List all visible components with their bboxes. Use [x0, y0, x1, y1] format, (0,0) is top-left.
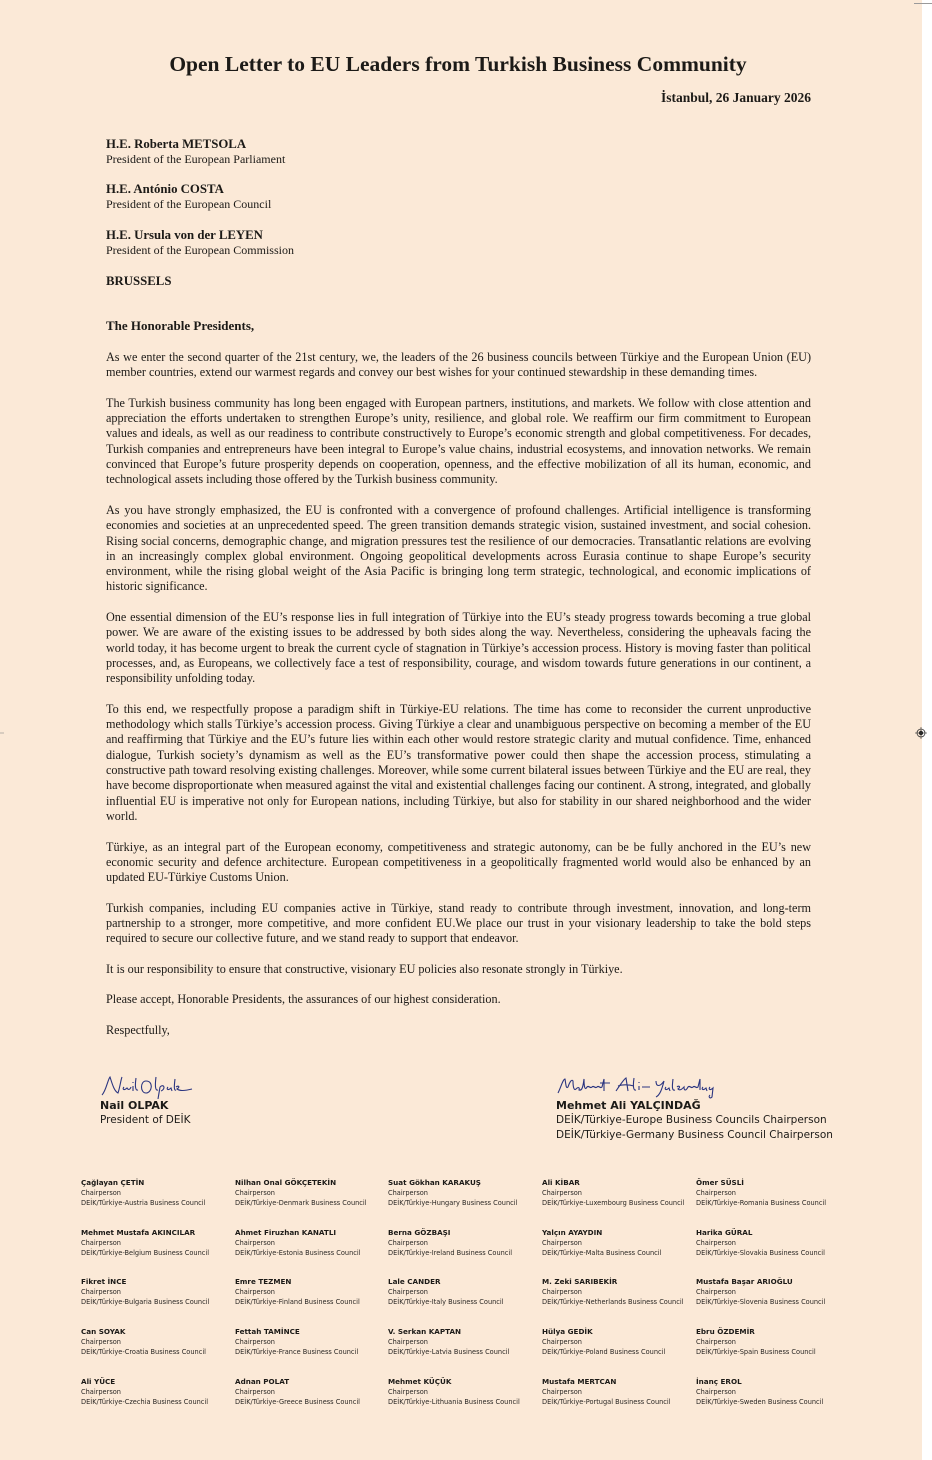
chairperson-entry [542, 1277, 696, 1327]
chairperson-role: Chairperson [235, 1288, 275, 1297]
chairperson-role: Chairperson [235, 1387, 275, 1396]
salutation: The Honorable Presidents, [106, 318, 255, 333]
business-council: DEİK/Türkiye-Estonia Business Council [235, 1248, 361, 1257]
chairperson-entry [696, 1228, 850, 1278]
chairperson-name: Mehmet Mustafa AKINCILAR [81, 1227, 196, 1237]
chairperson-role: Chairperson [542, 1338, 582, 1347]
chairperson-entry [81, 1377, 235, 1427]
chairperson-role: Chairperson [696, 1238, 736, 1247]
chairperson-role: Chairperson [542, 1238, 582, 1247]
chairperson-role: Chairperson [81, 1238, 121, 1247]
chairperson-role: Chairperson [81, 1288, 121, 1297]
addressee-title: President of the European Council [106, 197, 272, 211]
chairperson-name: Fettah TAMİNCE [235, 1327, 300, 1337]
chairperson-role: Chairperson [542, 1387, 582, 1396]
chairperson-role: Chairperson [388, 1238, 428, 1247]
addressee-name: H.E. António COSTA [106, 182, 224, 196]
chairperson-entry [388, 1377, 542, 1427]
body-paragraph: Türkiye, as an integral part of the European economy, competitiveness and strategic autonomy, can be be fully anchored in the EU’s new economic security and defence architecture. European competitiveness in a geopolitically fragmented world would also be enhanced by an updated EU-Türkiye Customs Union. [106, 839, 811, 885]
business-council: DEİK/Türkiye-Malta Business Council [542, 1248, 662, 1257]
chairperson-name: Hülya GEDİK [542, 1327, 593, 1337]
chairperson-role: Chairperson [542, 1288, 582, 1297]
chairperson-role: Chairperson [235, 1238, 275, 1247]
business-council: DEİK/Türkiye-Lithuania Business Council [388, 1397, 520, 1406]
handwritten-signature [556, 1073, 726, 1099]
chairperson-name: Ali YÜCE [81, 1376, 116, 1386]
chairperson-column [542, 1178, 696, 1426]
addressee-title: President of the European Parliament [106, 152, 286, 166]
signatory-block [100, 1073, 200, 1128]
business-council: DEİK/Türkiye-Croatia Business Council [81, 1348, 206, 1357]
business-council: DEİK/Türkiye-Bulgaria Business Council [81, 1298, 210, 1307]
body-paragraph: It is our responsibility to ensure that constructive, visionary EU policies also resonate strongly in Türkiye. [106, 961, 623, 976]
chairperson-role: Chairperson [388, 1189, 428, 1197]
chairperson-name: Mustafa MERTCAN [542, 1376, 617, 1386]
signatory-name: Mehmet Ali YALÇINDAĞ [556, 1099, 701, 1112]
chairperson-role: Chairperson [696, 1189, 736, 1197]
chairperson-name: Ömer SÜSLİ [696, 1178, 744, 1187]
chairperson-name: Fikret İNCE [81, 1277, 127, 1287]
chairperson-name: Berna GÖZBAŞI [388, 1227, 451, 1237]
business-council: DEİK/Türkiye-Luxembourg Business Council [542, 1199, 685, 1207]
signatory-title: DEİK/Türkiye-Europe Business Councils Chairperson [556, 1114, 827, 1126]
chairperson-entry [542, 1228, 696, 1278]
business-council: DEİK/Türkiye-Finland Business Council [235, 1298, 360, 1307]
body-paragraph: As we enter the second quarter of the 21st century, we, the leaders of the 26 business councils between Türkiye and the European Union (EU) member countries, extend our warmest regards and convey our best wishes for your continued stewardship in these demanding times. [106, 350, 811, 380]
addressee-block [106, 137, 285, 167]
chairperson-column [696, 1178, 850, 1426]
chairperson-entry [696, 1327, 850, 1377]
chairperson-entry [81, 1228, 235, 1278]
addressee-city: BRUSSELS [106, 274, 172, 288]
chairperson-name: Can SOYAK [81, 1327, 126, 1337]
chairperson-entry [388, 1178, 542, 1228]
chairperson-role: Chairperson [235, 1189, 275, 1197]
chairperson-role: Chairperson [81, 1189, 121, 1197]
signatory-title: DEİK/Türkiye-Germany Business Council Chairperson [556, 1129, 833, 1141]
chairperson-name: Lale CANDER [388, 1277, 441, 1287]
body-paragraph: One essential dimension of the EU’s response lies in full integration of Türkiye into the EU’s steady progress towards becoming a true global power. We are aware of the existing issues to be addressed by both sides along the way. Nevertheless, considering the upheavals facing the world today, it has become urgent to break the current cycle of stagnation in Türkiye’s accession process. History is moving faster than political processes, and, as Europeans, we collectively face a test of responsibility, courage, and wisdom towards future generations in our continent, a responsibility unfolding today. [106, 610, 811, 686]
business-council: DEİK/Türkiye-Netherlands Business Council [542, 1298, 684, 1307]
registration-mark-icon [0, 727, 4, 739]
addressee-block [106, 182, 271, 212]
chairperson-entry [696, 1178, 850, 1228]
business-council: DEİK/Türkiye-Denmark Business Council [235, 1199, 367, 1207]
chairperson-name: Harika GÜRAL [696, 1227, 753, 1237]
business-council: DEİK/Türkiye-Austria Business Council [81, 1199, 206, 1207]
chairperson-name: Ahmet Firuzhan KANATLI [235, 1227, 337, 1237]
business-council: DEİK/Türkiye-Czechia Business Council [81, 1397, 209, 1406]
signatory-block [556, 1073, 833, 1143]
chairperson-column [81, 1178, 235, 1426]
chairperson-role: Chairperson [388, 1338, 428, 1347]
chairperson-role: Chairperson [81, 1338, 121, 1347]
business-council: DEİK/Türkiye-Spain Business Council [696, 1348, 816, 1357]
chairperson-role: Chairperson [696, 1387, 736, 1396]
business-council: DEİK/Türkiye-Slovakia Business Council [696, 1248, 825, 1257]
letter-title: Open Letter to EU Leaders from Turkish Business Community [169, 52, 747, 76]
chairperson-entry [235, 1327, 389, 1377]
handwritten-signature [100, 1073, 200, 1099]
signatory-name: Nail OLPAK [100, 1099, 169, 1112]
chairperson-entry [81, 1178, 235, 1228]
addressee-title: President of the European Commission [106, 243, 294, 257]
chairperson-entry [388, 1327, 542, 1377]
place-date: İstanbul, 26 January 2026 [660, 90, 811, 105]
chairperson-entry [388, 1228, 542, 1278]
chairperson-entry [542, 1327, 696, 1377]
chairperson-name: V. Serkan KAPTAN [388, 1327, 462, 1337]
registration-mark-icon [915, 727, 927, 739]
addressee-block [106, 228, 294, 258]
business-council: DEİK/Türkiye-Latvia Business Council [388, 1348, 510, 1357]
chairperson-entry [235, 1178, 389, 1228]
business-council: DEİK/Türkiye-Poland Business Council [542, 1348, 666, 1357]
body-paragraph: The Turkish business community has long been engaged with European partners, institutions, and markets. We follow with close attention and appreciation the efforts undertaken to strengthen Europe’s unity, resilience, and global role. We reaffirm our firm commitment to European values and ideals, as well as our readiness to contribute constructively to Europe’s economic strength and global competitiveness. For decades, Turkish companies and entrepreneurs have been integral to Europe’s value chains, industrial ecosystems, and innovation networks. We remain convinced that Europe’s future prosperity depends on cooperation, openness, and the effective mobilization of all its human, economic, and technological assets including those offered by the Turkish business community. [106, 395, 811, 487]
addressee-name: H.E. Roberta METSOLA [106, 137, 247, 151]
chairperson-role: Chairperson [388, 1288, 428, 1297]
addressee-name: H.E. Ursula von der LEYEN [106, 228, 263, 242]
chairperson-column [235, 1178, 389, 1426]
business-council: DEİK/Türkiye-Ireland Business Council [388, 1248, 513, 1257]
body-paragraph: Please accept, Honorable Presidents, the assurances of our highest consideration. [106, 992, 501, 1007]
chairperson-entry [696, 1377, 850, 1427]
body-paragraph: Turkish companies, including EU companies active in Türkiye, stand ready to contribute through investment, innovation, and long-term partnership to a stronger, more competitive, and more confident EU.We place our trust in your visionary leadership to take the bold steps required to secure our collective future, and we stand ready to support that endeavor. [106, 900, 811, 946]
chairperson-name: Mehmet KÜÇÜK [388, 1376, 452, 1386]
chairperson-entry [696, 1277, 850, 1327]
chairperson-entry [235, 1277, 389, 1327]
chairperson-role: Chairperson [696, 1288, 736, 1297]
body-paragraph: As you have strongly emphasized, the EU is confronted with a convergence of profound challenges. Artificial intelligence is transforming economies and societies at an unprecedented speed. The green transition demands strategic vision, sustained investment, and social cohesion. Rising social concerns, demographic change, and migration pressures test the resilience of our democracies. Transatlantic relations are evolving in an increasingly complex global environment. Ongoing geopolitical developments across Eurasia continue to shape Europe’s security environment, while the rising global weight of the Asia Pacific is bringing long term strategic, technological, and economic implications of historic significance. [106, 502, 811, 594]
chairperson-name: Suat Gökhan KARAKUŞ [388, 1178, 481, 1187]
body-paragraph: To this end, we respectfully propose a paradigm shift in Türkiye-EU relations. The time has come to reconsider the current unproductive methodology which stalls Türkiye’s accession process. Giving Türkiye a clear and unambiguous perspective on becoming a member of the EU and reaffirming that Türkiye and the EU’s future lies within each other would restore strategic clarity and mutual confidence. Time, enhanced dialogue, Turkish society’s dynamism as well as the EU’s transformative power could then shape the accession process, stimulating a constructive path toward resolving existing challenges. Moreover, while some current bilateral issues between Türkiye and the EU are real, they have become disproportionate when measured against the vital and existential challenges facing our continent. A strong, integrated, and globally influential EU is imperative not only for European nations, including Türkiye, but also for stability in our shared neighborhood and the wider world. [106, 701, 811, 823]
chairperson-name: Nilhan Onal GÖKÇETEKİN [235, 1178, 337, 1187]
chairperson-entry [388, 1277, 542, 1327]
letter-body [106, 350, 811, 1054]
business-council: DEİK/Türkiye-Slovenia Business Council [696, 1298, 826, 1307]
chairperson-name: Adnan POLAT [235, 1376, 290, 1386]
business-council: DEİK/Türkiye-Hungary Business Council [388, 1199, 518, 1207]
chairperson-name: Çağlayan ÇETİN [81, 1178, 145, 1187]
closing-phrase: Respectfully, [106, 1023, 170, 1038]
business-council: DEİK/Türkiye-Portugal Business Council [542, 1397, 671, 1406]
chairperson-entry [235, 1228, 389, 1278]
chairperson-name: İnanç EROL [696, 1376, 742, 1386]
chairperson-entry [235, 1377, 389, 1427]
business-council: DEİK/Türkiye-Sweden Business Council [696, 1397, 824, 1406]
chairperson-name: Yalçın AYAYDIN [542, 1227, 603, 1237]
chairperson-entry [81, 1327, 235, 1377]
chairperson-name: Emre TEZMEN [235, 1277, 292, 1287]
chairperson-entry [542, 1377, 696, 1427]
business-council: DEİK/Türkiye-Italy Business Council [388, 1298, 504, 1307]
chairperson-role: Chairperson [388, 1387, 428, 1396]
business-council: DEİK/Türkiye-Belgium Business Council [81, 1248, 210, 1257]
chairperson-entry [542, 1178, 696, 1228]
chairperson-role: Chairperson [235, 1338, 275, 1347]
chairperson-entry [81, 1277, 235, 1327]
chairperson-role: Chairperson [696, 1338, 736, 1347]
chairperson-name: M. Zeki SARIBEKİR [542, 1277, 618, 1287]
business-council: DEİK/Türkiye-Romania Business Council [696, 1199, 827, 1207]
chairperson-name: Ebru ÖZDEMİR [696, 1327, 755, 1337]
chairperson-name: Ali KİBAR [542, 1178, 580, 1187]
business-council: DEİK/Türkiye-France Business Council [235, 1348, 359, 1357]
chairperson-role: Chairperson [542, 1189, 582, 1197]
chairperson-name: Mustafa Başar ARIOĞLU [696, 1277, 793, 1287]
crop-mark [914, 3, 932, 4]
chairperson-role: Chairperson [81, 1387, 121, 1396]
signatory-title: President of DEİK [100, 1114, 191, 1126]
business-council: DEİK/Türkiye-Greece Business Council [235, 1397, 361, 1406]
chairperson-column [388, 1178, 542, 1426]
